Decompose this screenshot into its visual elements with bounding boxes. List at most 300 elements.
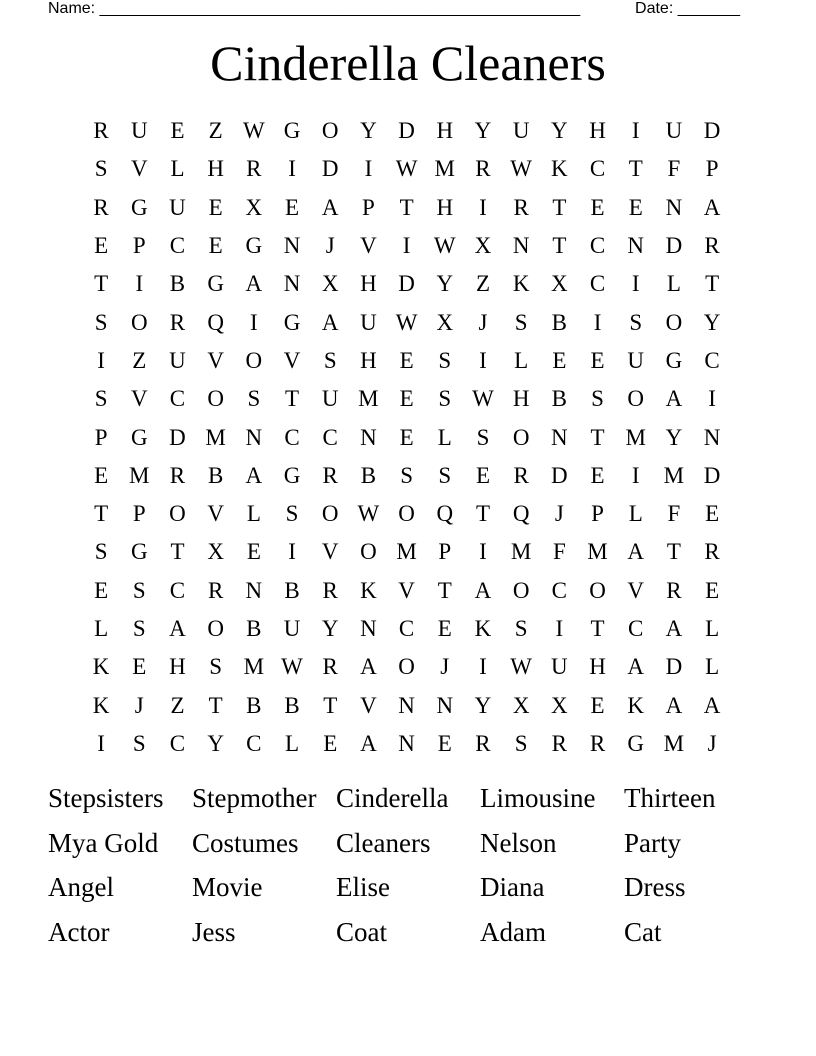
grid-cell: N bbox=[245, 424, 263, 450]
grid-cell: M bbox=[587, 539, 608, 565]
word-bank-item: Cinderella bbox=[336, 783, 449, 813]
grid-cell: M bbox=[510, 539, 532, 565]
grid-cell: E bbox=[590, 692, 605, 718]
grid-cell: E bbox=[705, 577, 720, 603]
grid-cell: E bbox=[552, 347, 567, 373]
word-bank-item: Stepsisters bbox=[48, 783, 164, 813]
grid-cell: U bbox=[512, 118, 530, 144]
grid-cell: L bbox=[666, 271, 681, 297]
grid-cell: U bbox=[283, 616, 301, 641]
grid-cell: C bbox=[246, 730, 262, 756]
grid-row bbox=[82, 610, 732, 648]
grid-cell: R bbox=[475, 730, 491, 756]
grid-cell: D bbox=[703, 462, 721, 488]
grid-cell: M bbox=[663, 730, 685, 756]
grid-row bbox=[82, 495, 732, 533]
grid-cell: S bbox=[400, 462, 413, 488]
grid-cell: E bbox=[170, 118, 185, 144]
grid-cell: W bbox=[242, 118, 265, 144]
grid-row bbox=[82, 303, 732, 341]
grid-cell: S bbox=[514, 309, 528, 335]
grid-cell: E bbox=[94, 577, 109, 603]
grid-cell: O bbox=[207, 386, 224, 412]
grid-cell: D bbox=[321, 156, 339, 182]
grid-cell: J bbox=[325, 233, 335, 259]
grid-cell: K bbox=[360, 577, 377, 603]
grid-cell: E bbox=[94, 462, 109, 488]
grid-cell: I bbox=[288, 156, 296, 182]
grid-cell: F bbox=[667, 156, 681, 182]
grid-cell: W bbox=[281, 654, 303, 680]
grid-cell: T bbox=[628, 156, 643, 182]
grid-cell: L bbox=[628, 501, 643, 527]
grid-cell: H bbox=[589, 118, 606, 144]
grid-cell: R bbox=[666, 577, 682, 603]
grid-cell: A bbox=[245, 271, 263, 297]
grid-cell: O bbox=[207, 616, 224, 641]
grid-cell: D bbox=[551, 462, 568, 488]
grid-cell: G bbox=[627, 730, 645, 756]
grid-cell: M bbox=[243, 654, 265, 680]
grid-cell: L bbox=[285, 730, 300, 756]
grid-cell: I bbox=[97, 347, 105, 373]
grid-cell: M bbox=[205, 424, 226, 450]
grid-cell: N bbox=[398, 730, 415, 756]
grid-cell: I bbox=[479, 539, 487, 565]
grid-cell: C bbox=[169, 730, 186, 756]
grid-cell: E bbox=[246, 539, 261, 565]
grid-cell: N bbox=[627, 233, 645, 259]
grid-cell: R bbox=[704, 539, 720, 565]
grid-cell: R bbox=[322, 577, 338, 603]
grid-cell: A bbox=[169, 616, 186, 641]
grid-cell: B bbox=[246, 616, 262, 641]
grid-cell: R bbox=[551, 730, 568, 756]
grid-cell: A bbox=[703, 692, 721, 718]
grid-cell: W bbox=[510, 654, 533, 680]
grid-cell: A bbox=[703, 194, 721, 220]
grid-cell: C bbox=[704, 347, 720, 373]
grid-cell: X bbox=[474, 233, 492, 259]
grid-cell: Q bbox=[436, 501, 454, 527]
grid-cell: R bbox=[704, 233, 720, 259]
grid-cell: L bbox=[705, 654, 720, 680]
grid-cell: K bbox=[92, 654, 110, 680]
grid-cell: N bbox=[665, 194, 683, 220]
grid-cell: D bbox=[398, 118, 415, 144]
grid-cell: C bbox=[589, 271, 606, 297]
grid-cell: A bbox=[665, 616, 683, 641]
grid-cell: Q bbox=[512, 501, 530, 527]
word-bank-item: Dress bbox=[624, 872, 686, 903]
grid-cell: J bbox=[134, 692, 144, 718]
grid-cell: H bbox=[512, 386, 530, 412]
grid-cell: U bbox=[169, 347, 186, 373]
grid-cell: C bbox=[589, 233, 606, 259]
grid-cell: S bbox=[94, 386, 108, 412]
grid-cell: X bbox=[245, 194, 263, 220]
grid-cell: I bbox=[593, 309, 602, 335]
grid-cell: T bbox=[590, 616, 605, 641]
grid-cell: P bbox=[438, 539, 452, 565]
grid-cell: J bbox=[440, 654, 450, 680]
grid-cell: T bbox=[399, 194, 414, 220]
grid-row bbox=[82, 227, 732, 265]
grid-cell: V bbox=[321, 539, 339, 565]
grid-cell: N bbox=[398, 692, 415, 718]
grid-cell: H bbox=[360, 271, 377, 297]
grid-cell: E bbox=[399, 424, 414, 450]
grid-cell: O bbox=[627, 386, 645, 412]
grid-cell: V bbox=[130, 156, 148, 182]
grid-cell: V bbox=[130, 386, 148, 412]
grid-cell: O bbox=[512, 424, 530, 450]
grid-row bbox=[82, 150, 732, 188]
grid-cell: O bbox=[245, 347, 263, 373]
grid-cell: D bbox=[398, 271, 415, 297]
word-bank-item: Cat bbox=[624, 917, 662, 948]
grid-cell: N bbox=[436, 692, 454, 718]
grid-cell: S bbox=[514, 616, 528, 641]
grid-cell: E bbox=[628, 194, 643, 220]
grid-cell: T bbox=[705, 271, 720, 297]
grid-row bbox=[82, 572, 732, 610]
grid-cell: P bbox=[591, 501, 604, 527]
grid-cell: B bbox=[551, 309, 568, 335]
word-bank-item: Movie bbox=[192, 872, 263, 903]
grid-cell: W bbox=[472, 386, 494, 412]
grid-cell: N bbox=[703, 424, 721, 450]
grid-cell: S bbox=[94, 539, 108, 565]
grid-cell: V bbox=[207, 501, 224, 527]
grid-cell: B bbox=[551, 386, 568, 412]
grid-cell: W bbox=[433, 233, 456, 259]
grid-row bbox=[82, 265, 732, 303]
word-bank-item: Stepmother bbox=[192, 783, 317, 813]
grid-cell: S bbox=[132, 616, 146, 641]
grid-cell: E bbox=[208, 233, 223, 259]
grid-cell: H bbox=[207, 156, 224, 182]
grid-cell: I bbox=[250, 309, 258, 335]
grid-cell: S bbox=[629, 309, 643, 335]
grid-cell: N bbox=[512, 233, 530, 259]
grid-cell: C bbox=[322, 424, 338, 450]
grid-cell: W bbox=[357, 501, 380, 527]
grid-cell: X bbox=[512, 692, 530, 718]
grid-cell: X bbox=[551, 692, 568, 718]
grid-row bbox=[82, 418, 732, 456]
grid-cell: X bbox=[436, 309, 454, 335]
grid-cell: O bbox=[589, 577, 606, 603]
grid-cell: T bbox=[590, 424, 605, 450]
grid-cell: E bbox=[323, 730, 338, 756]
grid-cell: C bbox=[551, 577, 568, 603]
grid-cell: S bbox=[94, 309, 108, 335]
grid-cell: A bbox=[665, 386, 683, 412]
grid-cell: M bbox=[358, 386, 379, 412]
grid-cell: S bbox=[285, 501, 299, 527]
grid-cell: U bbox=[130, 118, 148, 144]
grid-cell: D bbox=[665, 654, 683, 680]
grid-cell: W bbox=[395, 309, 418, 335]
grid-cell: G bbox=[130, 194, 148, 220]
word-bank-item: Limousine bbox=[480, 783, 596, 813]
grid-cell: L bbox=[94, 616, 109, 641]
grid-cell: I bbox=[135, 271, 144, 297]
grid-cell: O bbox=[665, 309, 683, 335]
grid-cell: A bbox=[665, 692, 683, 718]
grid-cell: O bbox=[360, 539, 377, 565]
grid-cell: L bbox=[246, 501, 261, 527]
grid-row bbox=[82, 342, 732, 380]
grid-cell: Y bbox=[551, 118, 568, 144]
word-bank-item: Thirteen bbox=[624, 783, 716, 813]
grid-cell: B bbox=[360, 462, 377, 488]
grid-cell: N bbox=[245, 577, 263, 603]
grid-cell: T bbox=[170, 539, 185, 565]
grid-cell: V bbox=[360, 233, 377, 259]
grid-cell: R bbox=[169, 309, 186, 335]
grid-cell: T bbox=[475, 501, 490, 527]
page-title: Cinderella Cleaners bbox=[210, 35, 606, 91]
grid-cell: V bbox=[283, 347, 301, 373]
grid-cell: R bbox=[207, 577, 224, 603]
grid-cell: V bbox=[398, 577, 415, 603]
grid-cell: I bbox=[479, 194, 487, 220]
grid-cell: U bbox=[321, 386, 339, 412]
grid-row bbox=[82, 533, 732, 571]
grid-cell: E bbox=[208, 194, 223, 220]
grid-cell: K bbox=[627, 692, 645, 718]
grid-cell: H bbox=[589, 654, 606, 680]
grid-cell: G bbox=[207, 271, 224, 297]
grid-cell: R bbox=[475, 156, 491, 182]
grid-cell: Z bbox=[170, 692, 185, 718]
grid-cell: A bbox=[360, 654, 377, 680]
grid-cell: Z bbox=[475, 271, 490, 297]
grid-cell: H bbox=[169, 654, 186, 680]
grid-cell: T bbox=[94, 271, 109, 297]
word-bank-item: Jess bbox=[192, 917, 236, 948]
grid-cell: J bbox=[707, 730, 717, 756]
grid-cell: I bbox=[97, 730, 105, 756]
grid-cell: S bbox=[94, 156, 108, 182]
grid-cell: O bbox=[398, 654, 415, 680]
grid-cell: R bbox=[93, 118, 109, 144]
grid-cell: V bbox=[207, 347, 224, 373]
grid-cell: I bbox=[479, 347, 487, 373]
grid-cell: U bbox=[169, 194, 186, 220]
grid-cell: J bbox=[478, 309, 488, 335]
grid-cell: E bbox=[399, 386, 414, 412]
grid-cell: G bbox=[245, 233, 263, 259]
grid-cell: U bbox=[627, 347, 645, 373]
grid-cell: R bbox=[169, 462, 186, 488]
grid-cell: R bbox=[322, 654, 338, 680]
grid-cell: U bbox=[665, 118, 683, 144]
grid-cell: C bbox=[628, 616, 644, 641]
grid-row bbox=[82, 380, 732, 418]
grid-cell: S bbox=[591, 386, 604, 412]
letter-grid bbox=[82, 112, 732, 763]
grid-cell: S bbox=[438, 347, 452, 373]
grid-cell: T bbox=[437, 577, 452, 603]
grid-cell: O bbox=[130, 309, 148, 335]
grid-cell: V bbox=[360, 692, 377, 718]
grid-cell: C bbox=[169, 386, 186, 412]
grid-cell: I bbox=[631, 462, 640, 488]
grid-cell: E bbox=[590, 194, 605, 220]
word-bank-item: Mya Gold bbox=[48, 827, 159, 858]
word-bank-item: Costumes bbox=[192, 827, 299, 858]
grid-cell: K bbox=[551, 156, 568, 182]
grid-cell: A bbox=[627, 654, 645, 680]
grid-cell: R bbox=[93, 194, 109, 220]
grid-cell: H bbox=[436, 118, 454, 144]
grid-cell: W bbox=[510, 156, 533, 182]
grid-cell: G bbox=[283, 118, 301, 144]
grid-cell: T bbox=[94, 501, 109, 527]
header bbox=[48, 0, 740, 20]
grid-row bbox=[82, 457, 732, 495]
grid-cell: G bbox=[283, 309, 301, 335]
grid-cell: G bbox=[130, 424, 148, 450]
grid-cell: O bbox=[169, 501, 186, 527]
grid-cell: P bbox=[94, 424, 108, 450]
grid-cell: T bbox=[666, 539, 681, 565]
grid-cell: P bbox=[362, 194, 375, 220]
grid-cell: S bbox=[209, 654, 223, 680]
grid-cell: A bbox=[321, 309, 339, 335]
grid-cell: E bbox=[590, 462, 605, 488]
grid-cell: Y bbox=[703, 309, 721, 335]
grid-cell: N bbox=[360, 616, 377, 641]
grid-cell: O bbox=[321, 501, 339, 527]
grid-cell: N bbox=[283, 233, 301, 259]
grid-cell: B bbox=[284, 577, 300, 603]
grid-cell: Q bbox=[207, 309, 224, 335]
grid-cell: W bbox=[395, 156, 418, 182]
grid-cell: I bbox=[631, 271, 640, 297]
grid-cell: K bbox=[92, 692, 110, 718]
grid-cell: Y bbox=[360, 118, 377, 144]
grid-cell: S bbox=[132, 577, 146, 603]
grid-cell: M bbox=[129, 462, 150, 488]
grid-cell: T bbox=[552, 233, 567, 259]
grid-cell: O bbox=[321, 118, 339, 144]
grid-cell: T bbox=[285, 386, 300, 412]
word-bank bbox=[48, 780, 768, 959]
grid-row bbox=[82, 189, 732, 227]
word-bank-item: Coat bbox=[336, 917, 387, 948]
grid-cell: I bbox=[555, 616, 564, 641]
grid-cell: L bbox=[170, 156, 185, 182]
grid-cell: S bbox=[132, 730, 146, 756]
grid-cell: L bbox=[705, 616, 720, 641]
grid-cell: E bbox=[132, 654, 147, 680]
grid-cell: B bbox=[169, 271, 186, 297]
grid-cell: Y bbox=[474, 692, 492, 718]
grid-cell: P bbox=[132, 501, 146, 527]
grid-cell: Y bbox=[665, 424, 683, 450]
grid-cell: K bbox=[512, 271, 530, 297]
grid-cell: T bbox=[208, 692, 223, 718]
grid-cell: G bbox=[283, 462, 301, 488]
grid-cell: G bbox=[130, 539, 148, 565]
grid-cell: C bbox=[284, 424, 300, 450]
grid-cell: M bbox=[396, 539, 417, 565]
word-bank-item: Party bbox=[624, 827, 681, 858]
grid-cell: L bbox=[437, 424, 452, 450]
grid-cell: T bbox=[552, 194, 567, 220]
grid-cell: H bbox=[436, 194, 454, 220]
grid-cell: O bbox=[512, 577, 530, 603]
grid-cell: I bbox=[479, 654, 487, 680]
word-bank-item: Adam bbox=[480, 917, 546, 948]
word-bank-item: Elise bbox=[336, 872, 390, 903]
grid-cell: J bbox=[554, 501, 564, 527]
grid-cell: A bbox=[627, 539, 645, 565]
grid-cell: C bbox=[169, 577, 186, 603]
grid-cell: F bbox=[552, 539, 566, 565]
grid-cell: I bbox=[364, 156, 373, 182]
grid-cell: Y bbox=[207, 730, 224, 756]
grid-cell: E bbox=[437, 616, 452, 641]
grid-cell: S bbox=[323, 347, 337, 373]
word-bank-item: Actor bbox=[48, 917, 110, 948]
grid-cell: A bbox=[321, 194, 339, 220]
grid-cell: E bbox=[437, 730, 452, 756]
grid-cell: E bbox=[705, 501, 720, 527]
grid-cell: Y bbox=[474, 118, 492, 144]
grid-cell: U bbox=[360, 309, 377, 335]
grid-cell: I bbox=[708, 386, 716, 412]
grid-cell: N bbox=[283, 271, 301, 297]
grid-cell: S bbox=[514, 730, 528, 756]
grid-cell: O bbox=[398, 501, 415, 527]
grid-cell: F bbox=[667, 501, 681, 527]
grid-cell: P bbox=[705, 156, 719, 182]
grid-cell: S bbox=[247, 386, 261, 412]
grid-cell: X bbox=[551, 271, 568, 297]
grid-cell: M bbox=[625, 424, 646, 450]
grid-cell: E bbox=[590, 347, 605, 373]
word-bank-item: Nelson bbox=[480, 827, 557, 858]
grid-cell: M bbox=[663, 462, 685, 488]
grid-row bbox=[82, 648, 732, 686]
grid-cell: E bbox=[399, 347, 414, 373]
grid-cell: S bbox=[438, 462, 452, 488]
date-field-label: Date: _______ bbox=[635, 0, 740, 17]
grid-cell: I bbox=[402, 233, 411, 259]
grid-row bbox=[82, 686, 732, 724]
grid-row bbox=[82, 725, 732, 763]
grid-cell: T bbox=[323, 692, 338, 718]
grid-cell: D bbox=[665, 233, 683, 259]
grid-cell: C bbox=[169, 233, 186, 259]
grid-cell: E bbox=[285, 194, 300, 220]
grid-cell: B bbox=[284, 692, 300, 718]
grid-cell: R bbox=[246, 156, 262, 182]
grid-cell: G bbox=[665, 347, 683, 373]
grid-cell: A bbox=[245, 462, 263, 488]
name-field-label: Name: ______________________________________________________ bbox=[48, 0, 581, 17]
grid-cell: M bbox=[434, 156, 455, 182]
grid-cell: Y bbox=[321, 616, 339, 641]
grid-cell: R bbox=[513, 194, 529, 220]
grid-cell: S bbox=[476, 424, 490, 450]
grid-cell: C bbox=[589, 156, 606, 182]
